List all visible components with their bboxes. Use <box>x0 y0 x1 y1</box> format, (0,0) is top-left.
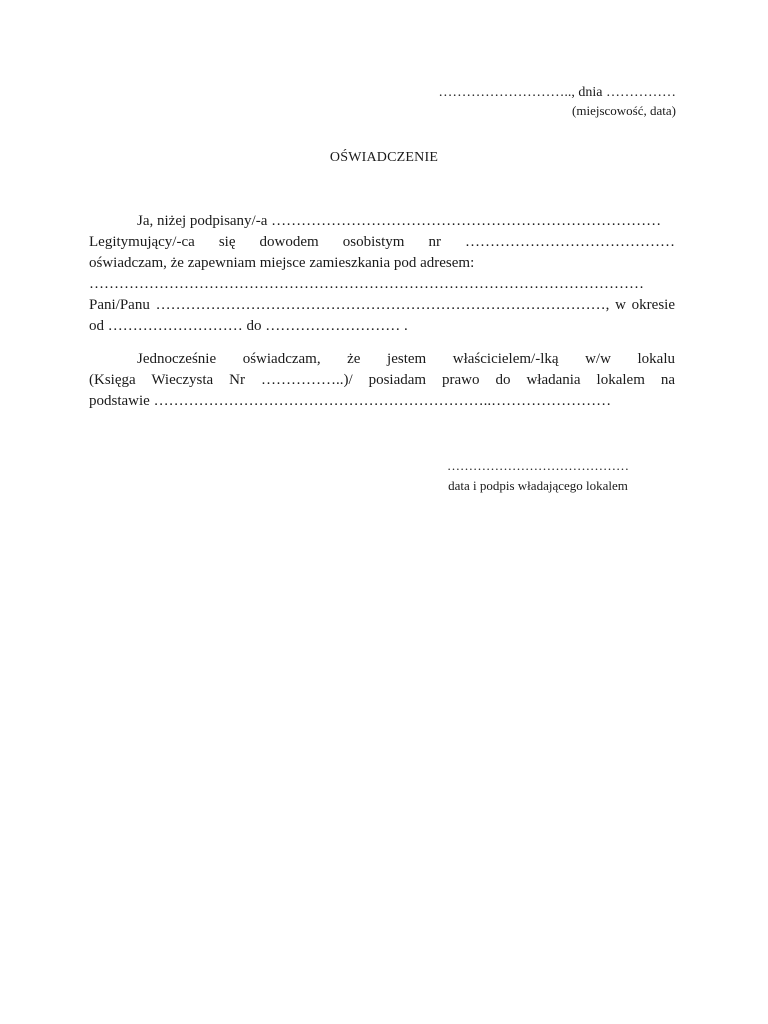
legal-basis-line: podstawie …………………………………………………………..…………………… <box>89 393 612 409</box>
resident-name-line: Pani/Panu ………………………………………………………………………………, w okresie <box>89 297 675 313</box>
signatory-name-line: Ja, niżej podpisany/-a …………………………………………………………………… <box>137 213 662 229</box>
address-intro-line: oświadczam, że zapewniam miejsce zamieszkania pod adresem: <box>89 255 475 271</box>
place-date-caption: (miejscowość, data) <box>572 103 676 118</box>
signature-field: …………………………………… <box>447 458 629 473</box>
land-register-line: (Księga Wieczysta Nr ……………..)/ posiadam prawo do władania lokalem na <box>89 372 675 388</box>
declaration-paragraph <box>89 211 675 337</box>
period-line: od ……………………… do ……………………… . <box>89 318 408 334</box>
document-title: OŚWIADCZENIE <box>329 150 439 165</box>
id-document-line: Legitymujący/-ca się dowodem osobistym nr …………………………………… <box>89 234 675 250</box>
address-field-line: ………………………………………………………………………………………………… <box>89 276 644 292</box>
signature-block <box>418 456 658 496</box>
place-date-field: ……………………….., dnia …………… <box>438 85 676 100</box>
signature-caption: data i podpis władającego lokalem <box>448 478 628 493</box>
place-date-block <box>438 84 676 120</box>
ownership-paragraph <box>89 349 675 412</box>
ownership-line: Jednocześnie oświadczam, że jestem właścicielem/-lką w/w lokalu <box>137 351 675 367</box>
